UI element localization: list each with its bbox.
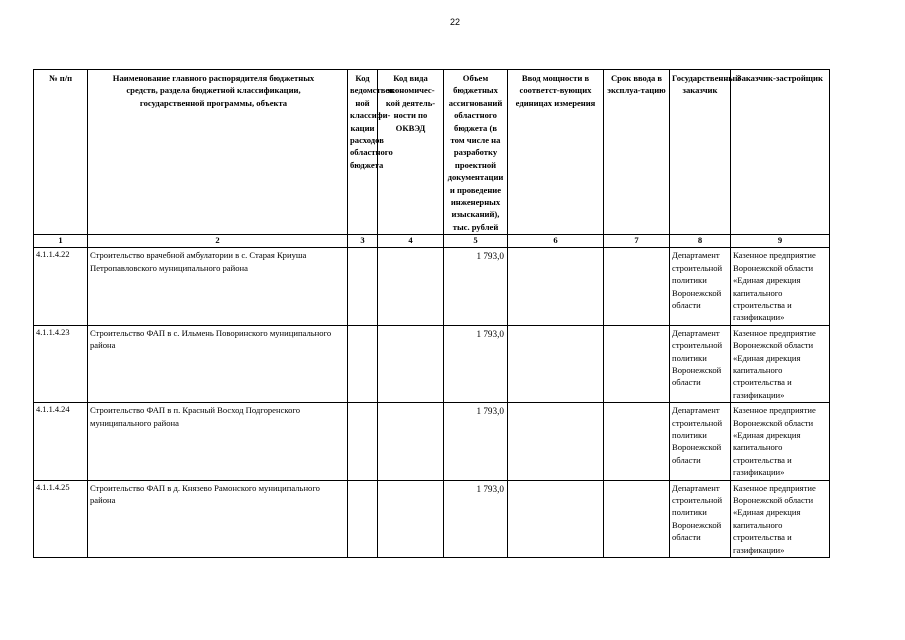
object-name-cell: Строительство ФАП в п. Красный Восход Подгоренского муниципального района — [88, 403, 348, 480]
row-number-cell: 4.1.1.4.24 — [34, 403, 88, 480]
row-number-cell: 4.1.1.4.23 — [34, 325, 88, 402]
header-cell: Заказчик-застройщик — [731, 70, 830, 235]
page-number: 22 — [449, 17, 460, 27]
okved-code-cell — [378, 248, 444, 325]
column-number: 8 — [670, 235, 731, 248]
dept-code-cell — [348, 480, 378, 557]
developer-cell: Казенное предприятие Воронежской области «Единая дирекция капитального строительства и газификации» — [731, 248, 830, 325]
capacity-cell — [508, 480, 604, 557]
object-name-cell: Строительство ФАП в д. Князево Рамонского муниципального района — [88, 480, 348, 557]
header-cell: Наименование главного распорядителя бюджетных средств, раздела бюджетной классификации, государственной программы, объекта — [88, 70, 348, 235]
okved-code-cell — [378, 403, 444, 480]
object-name-cell: Строительство врачебной амбулатории в с. Старая Криуша Петропавловского муниципального района — [88, 248, 348, 325]
budget-amount-cell: 1 793,0 — [444, 480, 508, 557]
dept-code-cell — [348, 248, 378, 325]
row-number-cell: 4.1.1.4.25 — [34, 480, 88, 557]
header-cell: Ввод мощности в соответст-вующих единицах измерения — [508, 70, 604, 235]
header-row — [34, 70, 905, 235]
dept-code-cell — [348, 403, 378, 480]
state-customer-cell: Департамент строительной политики Воронежской области — [670, 248, 731, 325]
column-number: 5 — [444, 235, 508, 248]
commissioning-term-cell — [604, 480, 670, 557]
header-cell: Код ведомствен-ной классифи-кации расходов областного бюджета — [348, 70, 378, 235]
capacity-cell — [508, 403, 604, 480]
commissioning-term-cell — [604, 248, 670, 325]
budget-amount-cell: 1 793,0 — [444, 325, 508, 402]
okved-code-cell — [378, 325, 444, 402]
table-row — [34, 403, 905, 480]
okved-code-cell — [378, 480, 444, 557]
budget-objects-table — [33, 69, 905, 558]
header-cell: № п/п — [34, 70, 88, 235]
table-row — [34, 248, 905, 325]
row-number-cell: 4.1.1.4.22 — [34, 248, 88, 325]
object-name-cell: Строительство ФАП в с. Ильмень Поворинского муниципального района — [88, 325, 348, 402]
developer-cell: Казенное предприятие Воронежской области «Единая дирекция капитального строительства и газификации» — [731, 403, 830, 480]
header-cell: Срок ввода в эксплуа-тацию — [604, 70, 670, 235]
header-cell: Код вида экономичес-кой деятель-ности по ОКВЭД — [378, 70, 444, 235]
column-number-row — [34, 235, 905, 248]
column-number: 3 — [348, 235, 378, 248]
column-number: 2 — [88, 235, 348, 248]
developer-cell: Казенное предприятие Воронежской области «Единая дирекция капитального строительства и газификации» — [731, 325, 830, 402]
commissioning-term-cell — [604, 403, 670, 480]
state-customer-cell: Департамент строительной политики Воронежской области — [670, 325, 731, 402]
dept-code-cell — [348, 325, 378, 402]
table-row — [34, 325, 905, 402]
column-number: 6 — [508, 235, 604, 248]
capacity-cell — [508, 248, 604, 325]
state-customer-cell: Департамент строительной политики Воронежской области — [670, 403, 731, 480]
state-customer-cell: Департамент строительной политики Воронежской области — [670, 480, 731, 557]
developer-cell: Казенное предприятие Воронежской области «Единая дирекция капитального строительства и газификации» — [731, 480, 830, 557]
budget-amount-cell: 1 793,0 — [444, 248, 508, 325]
budget-amount-cell: 1 793,0 — [444, 403, 508, 480]
column-number: 7 — [604, 235, 670, 248]
capacity-cell — [508, 325, 604, 402]
column-number: 9 — [731, 235, 830, 248]
column-number: 4 — [378, 235, 444, 248]
column-number: 1 — [34, 235, 88, 248]
header-cell: Объем бюджетных ассигнований областного бюджета (в том числе на разработку проектной документации и проведение инженерных изысканий), тыс. рублей — [444, 70, 508, 235]
commissioning-term-cell — [604, 325, 670, 402]
header-cell: Государственный заказчик — [670, 70, 731, 235]
table-row — [34, 480, 905, 557]
